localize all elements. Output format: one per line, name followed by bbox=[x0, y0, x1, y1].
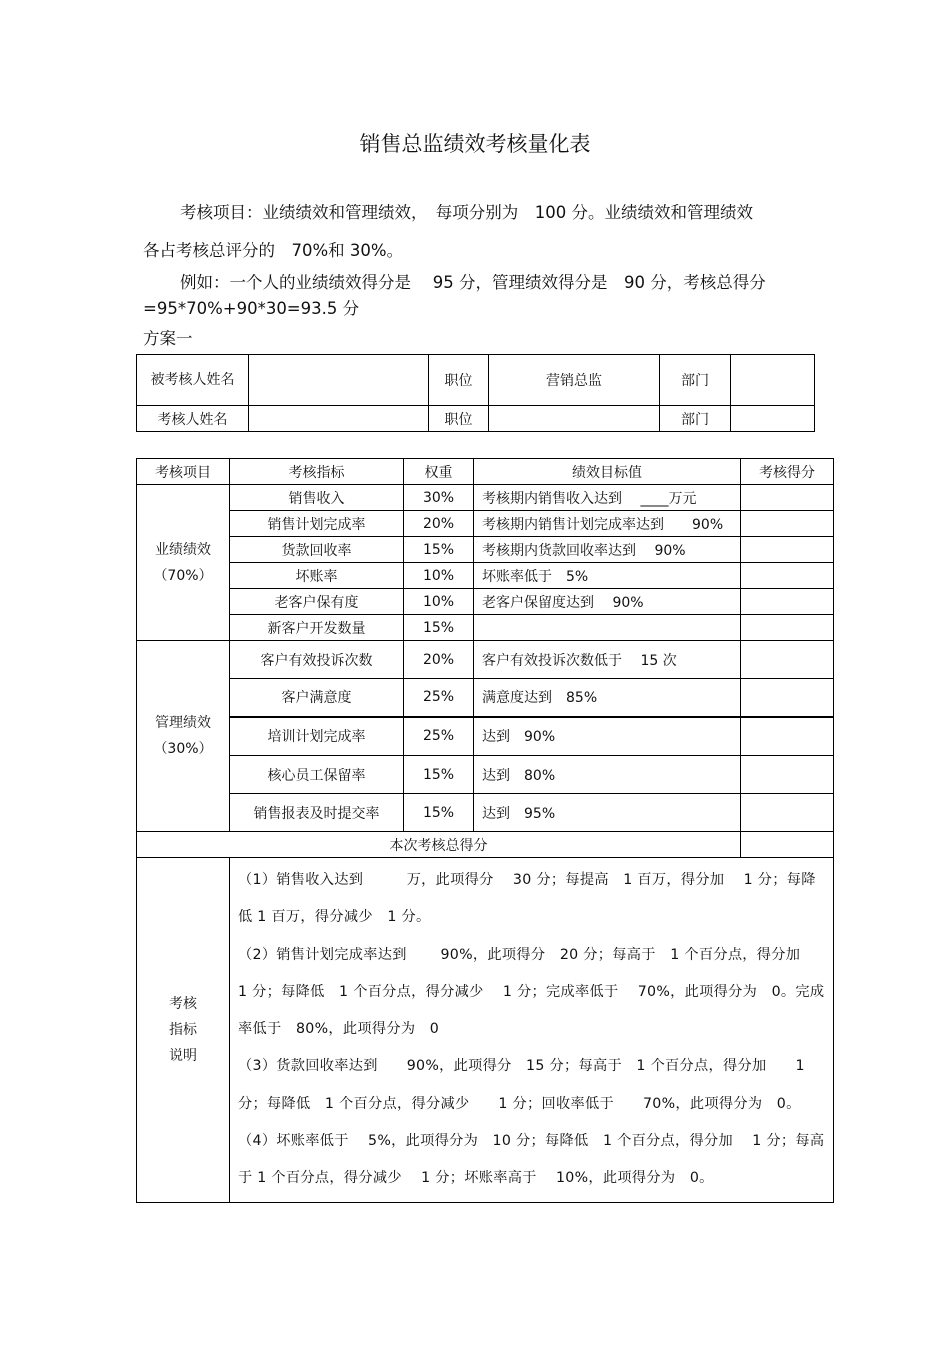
weight-cell: 15% bbox=[404, 537, 474, 563]
table-row bbox=[137, 563, 834, 589]
score-cell[interactable] bbox=[741, 615, 834, 641]
weight-cell: 15% bbox=[404, 756, 474, 794]
intro-line-2: 各占考核总评分的 70%和 30%。 bbox=[143, 241, 404, 260]
score-cell[interactable] bbox=[741, 537, 834, 563]
target-cell: 考核期内货款回收率达到 90% bbox=[474, 537, 741, 563]
header-target: 绩效目标值 bbox=[474, 459, 741, 485]
header-score: 考核得分 bbox=[741, 459, 834, 485]
info-table bbox=[136, 354, 815, 432]
table-row bbox=[137, 537, 834, 563]
table-row bbox=[137, 589, 834, 615]
intro-line-4: =95*70%+90*30=93.5 分 bbox=[143, 299, 360, 318]
header-row bbox=[137, 459, 834, 485]
evaluatee-position-value[interactable]: 营销总监 bbox=[489, 355, 660, 406]
weight-cell: 15% bbox=[404, 615, 474, 641]
target-cell: 满意度达到 85% bbox=[474, 679, 741, 717]
group-management-name: 管理绩效 bbox=[155, 715, 211, 731]
evaluator-position-label: 职位 bbox=[429, 406, 489, 432]
indicator-cell: 培训计划完成率 bbox=[230, 717, 404, 756]
table-row bbox=[137, 641, 834, 679]
target-cell: 考核期内销售计划完成率达到 90% bbox=[474, 511, 741, 537]
evaluatee-name-value[interactable] bbox=[249, 355, 429, 406]
evaluator-name-label: 考核人姓名 bbox=[137, 406, 249, 432]
evaluatee-dept-label: 部门 bbox=[660, 355, 731, 406]
weight-cell: 10% bbox=[404, 563, 474, 589]
plan-label: 方案一 bbox=[143, 329, 193, 348]
evaluator-position-value[interactable] bbox=[489, 406, 660, 432]
target-cell: 达到 95% bbox=[474, 794, 741, 832]
notes-label-line-2: 指标 bbox=[169, 1021, 197, 1038]
note-item: （2）销售计划完成率达到 90%，此项得分 20 分；每高于 1 个百分点，得分加 1 分；每降低 1 个百分点，得分减少 1 分；完成率低于 70%，此项得分为 0。完成率低于 80%，此项得分为 0 bbox=[238, 946, 825, 1038]
header-weight: 权重 bbox=[404, 459, 474, 485]
table-row bbox=[137, 756, 834, 794]
target-cell: 考核期内销售收入达到 ____万元 bbox=[474, 485, 741, 511]
document-title: 销售总监绩效考核量化表 bbox=[359, 132, 591, 156]
score-cell[interactable] bbox=[741, 485, 834, 511]
table-row bbox=[137, 717, 834, 756]
table-row bbox=[137, 485, 834, 511]
score-cell[interactable] bbox=[741, 563, 834, 589]
indicator-cell: 销售报表及时提交率 bbox=[230, 794, 404, 832]
evaluator-name-value[interactable] bbox=[249, 406, 429, 432]
total-row bbox=[137, 832, 834, 858]
indicator-cell: 客户有效投诉次数 bbox=[230, 641, 404, 679]
notes-row bbox=[137, 858, 834, 1203]
total-label: 本次考核总得分 bbox=[137, 832, 741, 858]
evaluator-dept-label: 部门 bbox=[660, 406, 731, 432]
score-cell[interactable] bbox=[741, 511, 834, 537]
indicator-cell: 销售计划完成率 bbox=[230, 511, 404, 537]
weight-cell: 20% bbox=[404, 641, 474, 679]
score-cell[interactable] bbox=[741, 794, 834, 832]
notes-label-line-1: 考核 bbox=[169, 995, 197, 1012]
note-item: （1）销售收入达到 万，此项得分 30 分；每提高 1 百万，得分加 1 分；每降低 1 百万，得分减少 1 分。 bbox=[238, 872, 816, 926]
header-item: 考核项目 bbox=[137, 459, 230, 485]
score-cell[interactable] bbox=[741, 717, 834, 756]
group-management-weight: （30%） bbox=[153, 741, 213, 757]
table-row bbox=[137, 679, 834, 717]
notes-label bbox=[137, 858, 230, 1203]
indicator-cell: 坏账率 bbox=[230, 563, 404, 589]
evaluation-table bbox=[136, 458, 834, 1203]
note-item: （3）货款回收率达到 90%，此项得分 15 分；每高于 1 个百分点，得分加 1 分；每降低 1 个百分点，得分减少 1 分；回收率低于 70%，此项得分为 0。 bbox=[238, 1058, 805, 1112]
indicator-cell: 货款回收率 bbox=[230, 537, 404, 563]
indicator-cell: 销售收入 bbox=[230, 485, 404, 511]
target-cell: 达到 90% bbox=[474, 717, 741, 756]
score-cell[interactable] bbox=[741, 756, 834, 794]
indicator-cell: 客户满意度 bbox=[230, 679, 404, 717]
weight-cell: 20% bbox=[404, 511, 474, 537]
header-indicator: 考核指标 bbox=[230, 459, 404, 485]
score-cell[interactable] bbox=[741, 589, 834, 615]
evaluatee-position-label: 职位 bbox=[429, 355, 489, 406]
indicator-cell: 新客户开发数量 bbox=[230, 615, 404, 641]
note-item: （4）坏账率低于 5%，此项得分为 10 分；每降低 1 个百分点，得分加 1 分；每高于 1 个百分点，得分减少 1 分；坏账率高于 10%，此项得分为 0。 bbox=[238, 1133, 825, 1187]
total-score-cell[interactable] bbox=[741, 832, 834, 858]
weight-cell: 30% bbox=[404, 485, 474, 511]
weight-cell: 25% bbox=[404, 717, 474, 756]
indicator-cell: 老客户保有度 bbox=[230, 589, 404, 615]
group-management bbox=[137, 641, 230, 832]
evaluator-dept-value[interactable] bbox=[731, 406, 815, 432]
intro-line-3: 例如：一个人的业绩绩效得分是 95 分，管理绩效得分是 90 分，考核总得分 bbox=[180, 273, 766, 292]
intro-line-1: 考核项目：业绩绩效和管理绩效， 每项分别为 100 分。业绩绩效和管理绩效 bbox=[180, 203, 753, 222]
group-performance-name: 业绩绩效 bbox=[155, 541, 211, 558]
indicator-cell: 核心员工保留率 bbox=[230, 756, 404, 794]
table-row bbox=[137, 794, 834, 832]
notes-label-line-3: 说明 bbox=[169, 1047, 197, 1064]
score-cell[interactable] bbox=[741, 641, 834, 679]
target-cell: 客户有效投诉次数低于 15 次 bbox=[474, 641, 741, 679]
target-cell: 达到 80% bbox=[474, 756, 741, 794]
table-row bbox=[137, 511, 834, 537]
table-row bbox=[137, 615, 834, 641]
notes-content bbox=[230, 858, 834, 1203]
weight-cell: 25% bbox=[404, 679, 474, 717]
score-cell[interactable] bbox=[741, 679, 834, 717]
group-performance-weight: （70%） bbox=[153, 567, 213, 584]
evaluatee-dept-value[interactable] bbox=[731, 355, 815, 406]
group-performance bbox=[137, 485, 230, 641]
evaluatee-name-label: 被考核人姓名 bbox=[137, 355, 249, 406]
weight-cell: 15% bbox=[404, 794, 474, 832]
weight-cell: 10% bbox=[404, 589, 474, 615]
target-cell: 老客户保留度达到 90% bbox=[474, 589, 741, 615]
target-cell: 坏账率低于 5% bbox=[474, 563, 741, 589]
target-cell bbox=[474, 615, 741, 641]
